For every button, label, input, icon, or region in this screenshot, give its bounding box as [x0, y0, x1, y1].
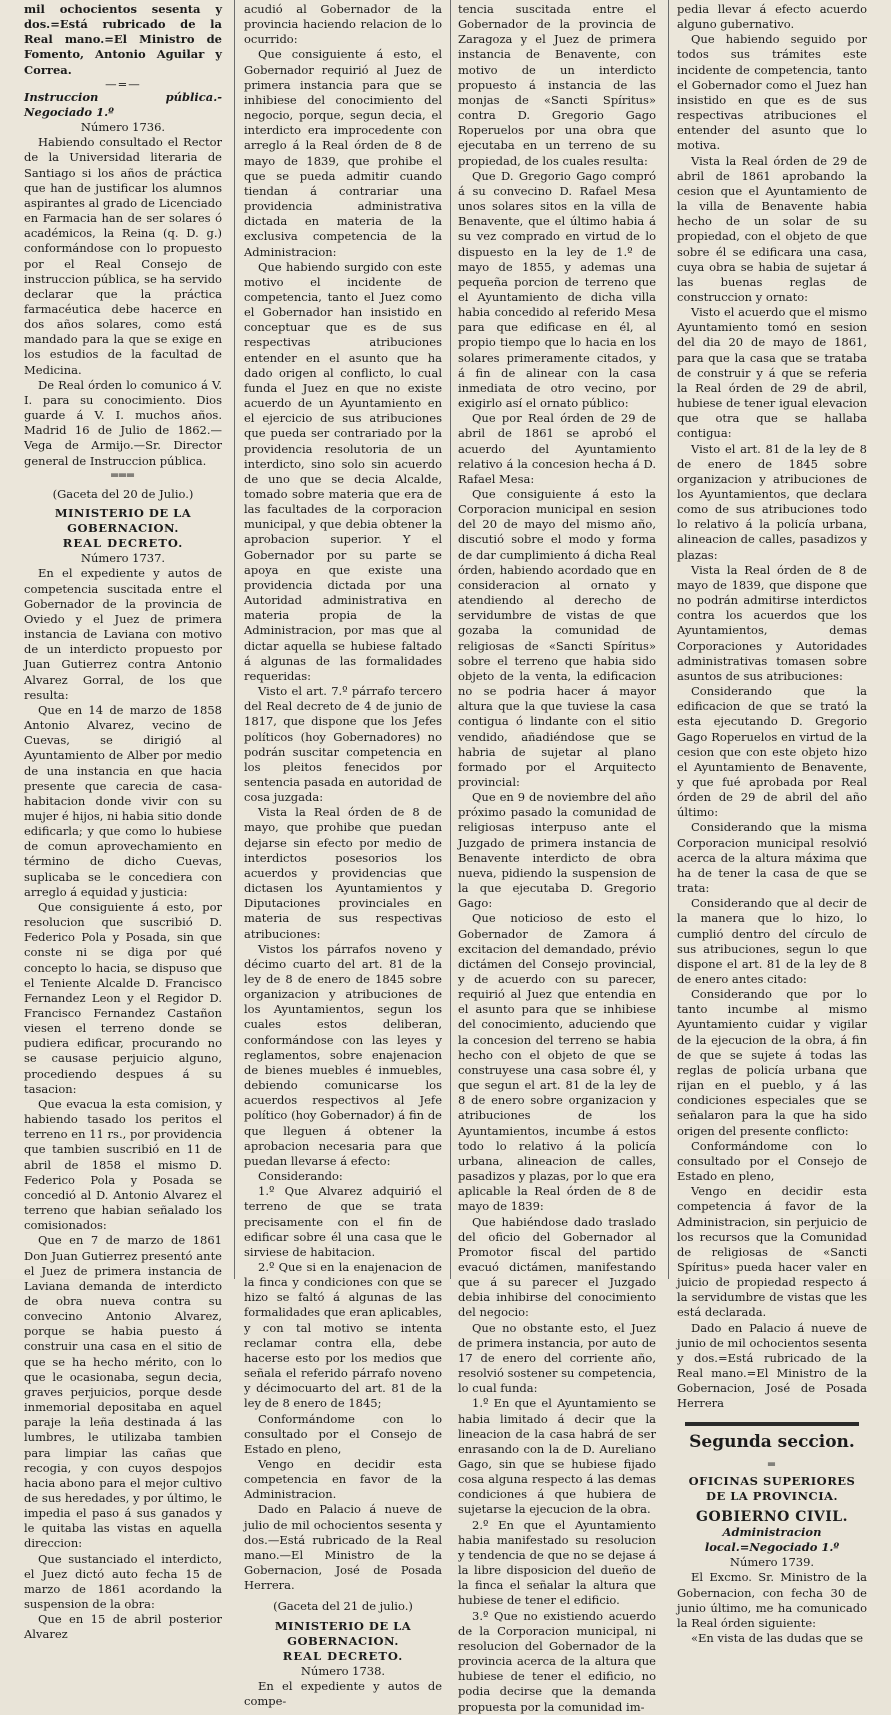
paragraph: Considerando:	[258, 1169, 343, 1184]
paragraph: Dado en Palacio á nueve de junio de mil ochocientos sesenta y dos.=Está rubricado de la Real mano.=El Ministro de la Gobernacion, José de Posada Herrera	[677, 1320, 867, 1411]
column-rule	[234, 0, 235, 1279]
paragraph: Considerando que al decir de la manera que lo hizo, lo cumplió dentro del círculo de sus atribuciones, segun lo que dispone el art. 81 de la ley de 8 de enero antes citado:	[677, 896, 867, 986]
decree-number: Número 1739.	[729, 1555, 815, 1570]
paragraph: Dado en Palacio á nueve de julio de mil ochocientos sesenta y dos.—Está rubricado de la Real mano.—El Ministro de la Gobernacion, José de Posada Herrera.	[244, 1502, 442, 1593]
separator: ═══	[111, 467, 135, 482]
paragraph: Que no obstante esto, el Juez de primera instancia, por auto de 17 de enero del corriente año, resolvió sostener su competencia, lo cual funda:	[458, 1320, 656, 1396]
paragraph: Que consiguiente á esto la Corporacion municipal en sesion del 20 de mayo del mismo año, discutió sobre el modo y forma de dar cumplimiento á dicha Real órden, habiendo acordado que en consideracion al ornato y atendiendo al derecho de servidumbre de vistas de que gozaba la comunidad de religiosas de «Sancti Spíritus» sobre el terreno que habia sido objeto de la venta, la edificacion no se podria hacer á mayor altura que la que tuviese la casa contigua ó lindante con el sitio vendido, añadiéndose que se habria de sujetar al plano formado por el Arquitecto provincial:	[458, 487, 656, 789]
office-heading: OFICINAS SUPERIORES DE LA PROVINCIA.	[688, 1473, 856, 1503]
paragraph: Que consiguiente á esto, por resolucion que suscribió D. Federico Pola y Posada, sin que conste ni se diga por qué concepto lo hacia, se dispuso que el Teniente Alcalde D. Francisco Fernandez Leon y el Regidor D. Francisco Fernandez Castañon viesen el terreno donde se pudiera edificar, procurando no se causase perjuicio alguno, procediendo despues á su tasacion:	[24, 899, 222, 1096]
paragraph: Vista la Real órden de 8 de mayo, que prohibe que puedan dejarse sin efecto por medio de interdictos posesorios los acuerdos y providencias que dictasen los Ayuntamientos y Diputaciones provinciales en materia de sus respectivas atribuciones:	[244, 805, 442, 941]
decree-number: Número 1736.	[80, 120, 166, 135]
column-3	[458, 2, 656, 1714]
gaceta-reference: (Gaceta del 20 de Julio.)	[52, 486, 194, 501]
paragraph: pedia llevar á efecto acuerdo alguno gubernativo.	[677, 2, 867, 32]
paragraph: Que en 14 de marzo de 1858 Antonio Alvarez, vecino de Cuevas, se dirigió al Ayuntamiento de Alber por medio de una instancia en que hacia presente que carecia de casa-habitacion donde vivir con su mujer é hijos, ni habia sitio donde edificarla; y que como lo hubiese de comun aprovechamiento en término de dicho Cuevas, suplicaba se le concediera con arreglo á equidad y justicia:	[24, 702, 222, 899]
column-2	[244, 2, 442, 1709]
column-4	[677, 2, 867, 1646]
paragraph: Considerando que la edificacion de que se trató la esta ejecutando D. Gregorio Gago Roperuelos en virtud de la cesion que con este objeto hizo el Ayuntamiento de Benavente, y que fué aprobada por Real órden de 29 de abril del año último:	[677, 684, 867, 820]
paragraph: En el expediente y autos de compe-	[244, 1679, 442, 1709]
decree-number: Número 1738.	[300, 1664, 386, 1679]
paragraph: Vista la Real órden de 29 de abril de 1861 aprobando la cesion que el Ayuntamiento de la villa de Benavente habia hecho de un solar de su propiedad, con el objeto de que sobre él se edificara una casa, cuya obra se habia de sujetar á las buenas reglas de construccion y ornato:	[677, 153, 867, 304]
decree-number: Número 1737.	[80, 551, 166, 566]
gobierno-heading: GOBIERNO CIVIL.	[695, 1508, 849, 1525]
decree-heading: REAL DECRETO.	[62, 536, 184, 551]
paragraph: Que noticioso de esto el Gobernador de Zamora á excitacion del demandado, prévio dictámen del Consejo provincial, y de acuerdo con su parecer, requirió al Juez que entendia en el asunto para que se inhibiese del conocimiento, aduciendo que la concesion del terreno se habia hecho con el objeto de que se construyese una casa sobre él, y que segun el art. 81 de la ley de 8 de enero sobre organizacion y atribuciones de los Ayuntamientos, incumbe á estos todo lo relativo á la policía urbana, alineacion de calles, pasadizos y plazas, por lo que era aplicable la Real órden de 8 de mayo de 1839:	[458, 911, 656, 1214]
paragraph: Visto el art. 7.º párrafo tercero del Real decreto de 4 de junio de 1817, que dispone que los Jefes políticos (hoy Gobernadores) no podrán suscitar competencia en los pleitos fenecidos por sentencia pasada en autoridad de cosa juzgada:	[244, 684, 442, 805]
paragraph: Vengo en decidir esta competencia en favor de la Administracion.	[244, 1457, 442, 1502]
paragraph: 3.º Que no existiendo acuerdo de la Corporacion municipal, ni resolucion del Gobernador de la provincia acerca de la altura que hubiese de tener el edificio, no podia decirse que la demanda propuesta por la comunidad im-	[458, 1608, 656, 1714]
paragraph: Que por Real órden de 29 de abril de 1861 se aprobó el acuerdo del Ayuntamiento relativo á la concesion hecha á D. Rafael Mesa:	[458, 411, 656, 486]
section-title: Segunda seccion.	[689, 1431, 855, 1452]
paragraph: Visto el acuerdo que el mismo Ayuntamiento tomó en sesion del dia 20 de mayo de 1861, para que la casa que se trataba de construir y á que se referia la Real órden de 29 de abril, hubiese de tener igual elevacion que otra que se hallaba contigua:	[677, 305, 867, 441]
paragraph: acudió al Gobernador de la provincia haciendo relacion de lo ocurrido:	[244, 2, 442, 47]
paragraph: Considerando que por lo tanto incumbe al mismo Ayuntamiento cuidar y vigilar de la ejecucion de la obra, á fin de que se sujete á todas las reglas de policía urbana que rijan en el pueblo, y á las condiciones especiales que se señalaron para la que ha sido origen del presente conflicto:	[677, 987, 867, 1138]
paragraph: Conformándome con lo consultado por el Consejo de Estado en pleno,	[677, 1138, 867, 1184]
paragraph: Que habiendo surgido con este motivo el incidente de competencia, tanto el Juez como el Gobernador han insistido en conceptuar que es de sus respectivas atribuciones entender en el asunto que ha dado origen al conflicto, lo cual funda el Juez en que no existe acuerdo de un Ayuntamiento en el ejercicio de sus atribuciones que pueda ser contrariado por la providencia resolutoria de un interdicto, sino solo sin acuerdo de uno que se decia Alcalde, tomado sobre materia que era de las facultades de la corporacion municipal, y que debia obtener la aprobacion superior. Y el Gobernador por su parte se apoya en que existe una providencia dictada por una Autoridad administrativa en materia propia de la Administracion, por mas que al dictar aquella se hubiese faltado á algunas de las formalidades requeridas:	[244, 259, 442, 683]
decree-heading: REAL DECRETO.	[282, 1648, 404, 1663]
paragraph: Que en 9 de noviembre del año próximo pasado la comunidad de religiosas interpuso ante el Juzgado de primera instancia de Benavente interdicto de obra nueva, pidiendo la suspension de la que ejecutaba D. Gregorio Gago:	[458, 790, 656, 911]
section-heading: Instruccion pública.-Negociado 1.º	[24, 89, 222, 119]
column-1	[24, 2, 222, 1642]
paragraph: Vista la Real órden de 8 de mayo de 1839, que dispone que no podrán admitirse interdictos contra los acuerdos que los Ayuntamientos, demas Corporaciones y Autoridades administrativas tomasen sobre asuntos de sus atribuciones:	[677, 562, 867, 683]
paragraph: 2.º Que si en la enajenacion de la finca y condiciones con que se hizo se faltó á algunas de las formalidades que eran aplicables, y con tal motivo se intenta reclamar contra ella, debe hacerse esto por los medios que señala el referido párrafo noveno y décimocuarto del art. 81 de la ley de 8 enero de 1845;	[244, 1259, 442, 1411]
paragraph: Que consiguiente á esto, el Gobernador requirió al Juez de primera instancia para que se inhibiese del conocimiento del negocio, porque, segun decia, el interdicto era improcedente con arreglo á la Real órden de 8 de mayo de 1839, que prohibe el que se pueda admitir cuando tiendan á contrariar una providencia administrativa dictada en materia de la exclusiva competencia de la Administracion:	[244, 47, 442, 259]
paragraph: Conformándome con lo consultado por el Consejo de Estado en pleno,	[244, 1411, 442, 1456]
paragraph: El Excmo. Sr. Ministro de la Gobernacion, con fecha 30 de junio último, me ha comunicado la Real órden siguiente:	[677, 1570, 867, 1630]
column-rule	[668, 0, 669, 1279]
paragraph: Visto el art. 81 de la ley de 8 de enero de 1845 sobre organizacion y atribuciones de los Ayuntamientos, que declara como de sus atribuciones todo lo relativo á la policía urbana, alineacion de calles, pasadizos y plazas:	[677, 441, 867, 562]
paragraph: 1.º En que el Ayuntamiento se habia limitado á decir que la lineacion de la casa habrá de ser enrasando con la de D. Aureliano Gago, sin que se hubiese fijado cosa alguna respecto á las demas condiciones á que hubiera de sujetarse la ejecucion de la obra.	[458, 1396, 656, 1517]
paragraph: mil ochocientos sesenta y dos.=Está rubricado de la Real mano.=El Ministro de Fomento, Antonio Aguilar y Correa.	[24, 2, 222, 77]
negociado-heading: Administracion local.=Negociado 1.º	[704, 1525, 840, 1555]
paragraph: Que evacua la esta comision, y habiendo tasado los peritos el terreno en 11 rs., por providencia que tambien suscribió en 11 de abril de 1858 el mismo D. Federico Pola y Posada se concedió al D. Antonio Alvarez el terreno que habian señalado los comisionados:	[24, 1096, 222, 1233]
paragraph: En el expediente y autos de competencia suscitada entre el Gobernador de la provincia de Oviedo y el Juez de primera instancia de Laviana con motivo de un interdicto propuesto por Juan Gutierrez contra Antonio Alvarez Gorral, de los que resulta:	[24, 566, 222, 702]
paragraph: Vengo en decidir esta competencia á favor de la Administracion, sin perjuicio de los recursos que la Comunidad de religiosas de «Sancti Spíritus» pueda hacer valer en juicio de propiedad respecto á la servidumbre de vistas que les está declarada.	[677, 1184, 867, 1320]
paragraph: Que en 7 de marzo de 1861 Don Juan Gutierrez presentó ante el Juez de primera instancia de Laviana demanda de interdicto de obra nueva contra su convecino Antonio Alvarez, porque se habia puesto á construir una casa en el sitio de que se ha hecho mérito, con lo que le ocasionaba, segun decia, graves perjuicios, porque desde inmemorial depositaba en aquel paraje la leña destinada á las lumbres, le utilizaba tambien para limpiar las cañas que recogia, y con cuyos despojos hacia abono para el mejor cultivo de sus heredades, y por último, le impedia el paso á sus ganados y le quitaba las vistas en aquella direccion:	[24, 1233, 222, 1551]
paragraph: De Real órden lo comunico á V. I. para su conocimiento. Dios guarde á V. I. muchos años. Madrid 16 de Julio de 1862.—Vega de Armijo.—Sr. Director general de Instruccion pública.	[24, 377, 222, 468]
gaceta-reference: (Gaceta del 21 de julio.)	[273, 1599, 413, 1614]
paragraph: «En vista de las dudas que se	[691, 1631, 864, 1646]
paragraph: Habiendo consultado el Rector de la Universidad literaria de Santiago si los años de práctica que han de justificar los alumnos aspirantes al grado de Licenciado en Farmacia han de ser solares ó académicos, la Reina (q. D. g.) conformándose con lo propuesto por el Real Consejo de instruccion pública, se ha servido declarar que la práctica farmacéutica debe hacerce en dos años solares, como está mandado para la que se exige en los estudios de la facultad de Medicina.	[24, 135, 222, 377]
paragraph: Que en 15 de abril posterior Alvarez	[24, 1612, 222, 1642]
paragraph: Vistos los párrafos noveno y décimo cuarto del art. 81 de la ley de 8 de enero de 1845 sobre organizacion y atribuciones de los Ayuntamientos, segun los cuales estos deliberan, conformándose con las leyes y reglamentos, sobre enajenacion de bienes muebles é inmuebles, debiendo comunicarse los acuerdos respectivos al Jefe político (hoy Gobernador) á fin de que lleguen á obtener la aprobacion necesaria para que puedan llevarse á efecto:	[244, 941, 442, 1168]
paragraph: Considerando que la misma Corporacion municipal resolvió acerca de la altura máxima que ha de tener la casa de que se trata:	[677, 820, 867, 896]
paragraph: Que D. Gregorio Gago compró á su convecino D. Rafael Mesa unos solares sitos en la villa de Benavente, que el último habia á su vez comprado en virtud de lo dispuesto en la ley de 1.º de mayo de 1855, y ademas una pequeña porcion de terreno que el Ayuntamiento de dicha villa habia concedido al referido Mesa para que edificase en él, al propio tiempo que lo hacia en los solares primeramente citados, y á fin de alinear con la casa inmediata de otro vecino, por exigirlo así el ornato público:	[458, 168, 656, 411]
column-rule	[450, 0, 451, 1279]
paragraph: Que habiendo seguido por todos sus trámites este incidente de competencia, tanto el Gobernador como el Juez han insistido en que es de sus respectivas atribuciones el entender del asunto que lo motiva.	[677, 32, 867, 153]
separator: —=—	[105, 76, 141, 91]
separator: ═	[768, 1456, 776, 1471]
paragraph: 1.º Que Alvarez adquirió el terreno de que se trata precisamente con el fin de edificar sobre él una casa que le sirviese de habitacion.	[244, 1184, 442, 1259]
paragraph: Que sustanciado el interdicto, el Juez dictó auto fecha 15 de marzo de 1861 acordando la suspension de la obra:	[24, 1551, 222, 1612]
ministry-heading: MINISTERIO DE LA GOBERNACION.	[54, 505, 192, 535]
paragraph: 2.º En que el Ayuntamiento habia manifestado su resolucion y tendencia de que no se dejase á la libre disposicion del dueño de la finca el señalar la altura que hubiese de tener el edificio.	[458, 1517, 656, 1608]
paragraph: Que habiéndose dado traslado del oficio del Gobernador al Promotor fiscal del partido evacuó dictámen, manifestando que á su parecer el Juzgado debia inhibirse del conocimiento del negocio:	[458, 1214, 656, 1320]
ministry-heading: MINISTERIO DE LA GOBERNACION.	[274, 1618, 412, 1648]
section-divider	[685, 1422, 859, 1426]
paragraph: tencia suscitada entre el Gobernador de la provincia de Zaragoza y el Juez de primera instancia de Benavente, con motivo de un interdicto propuesto á instancia de las monjas de «Sancti Spíritus» contra D. Gregorio Gago Roperuelos por una obra que ejecutaba en un terreno de su propiedad, de los cuales resulta:	[458, 2, 656, 168]
